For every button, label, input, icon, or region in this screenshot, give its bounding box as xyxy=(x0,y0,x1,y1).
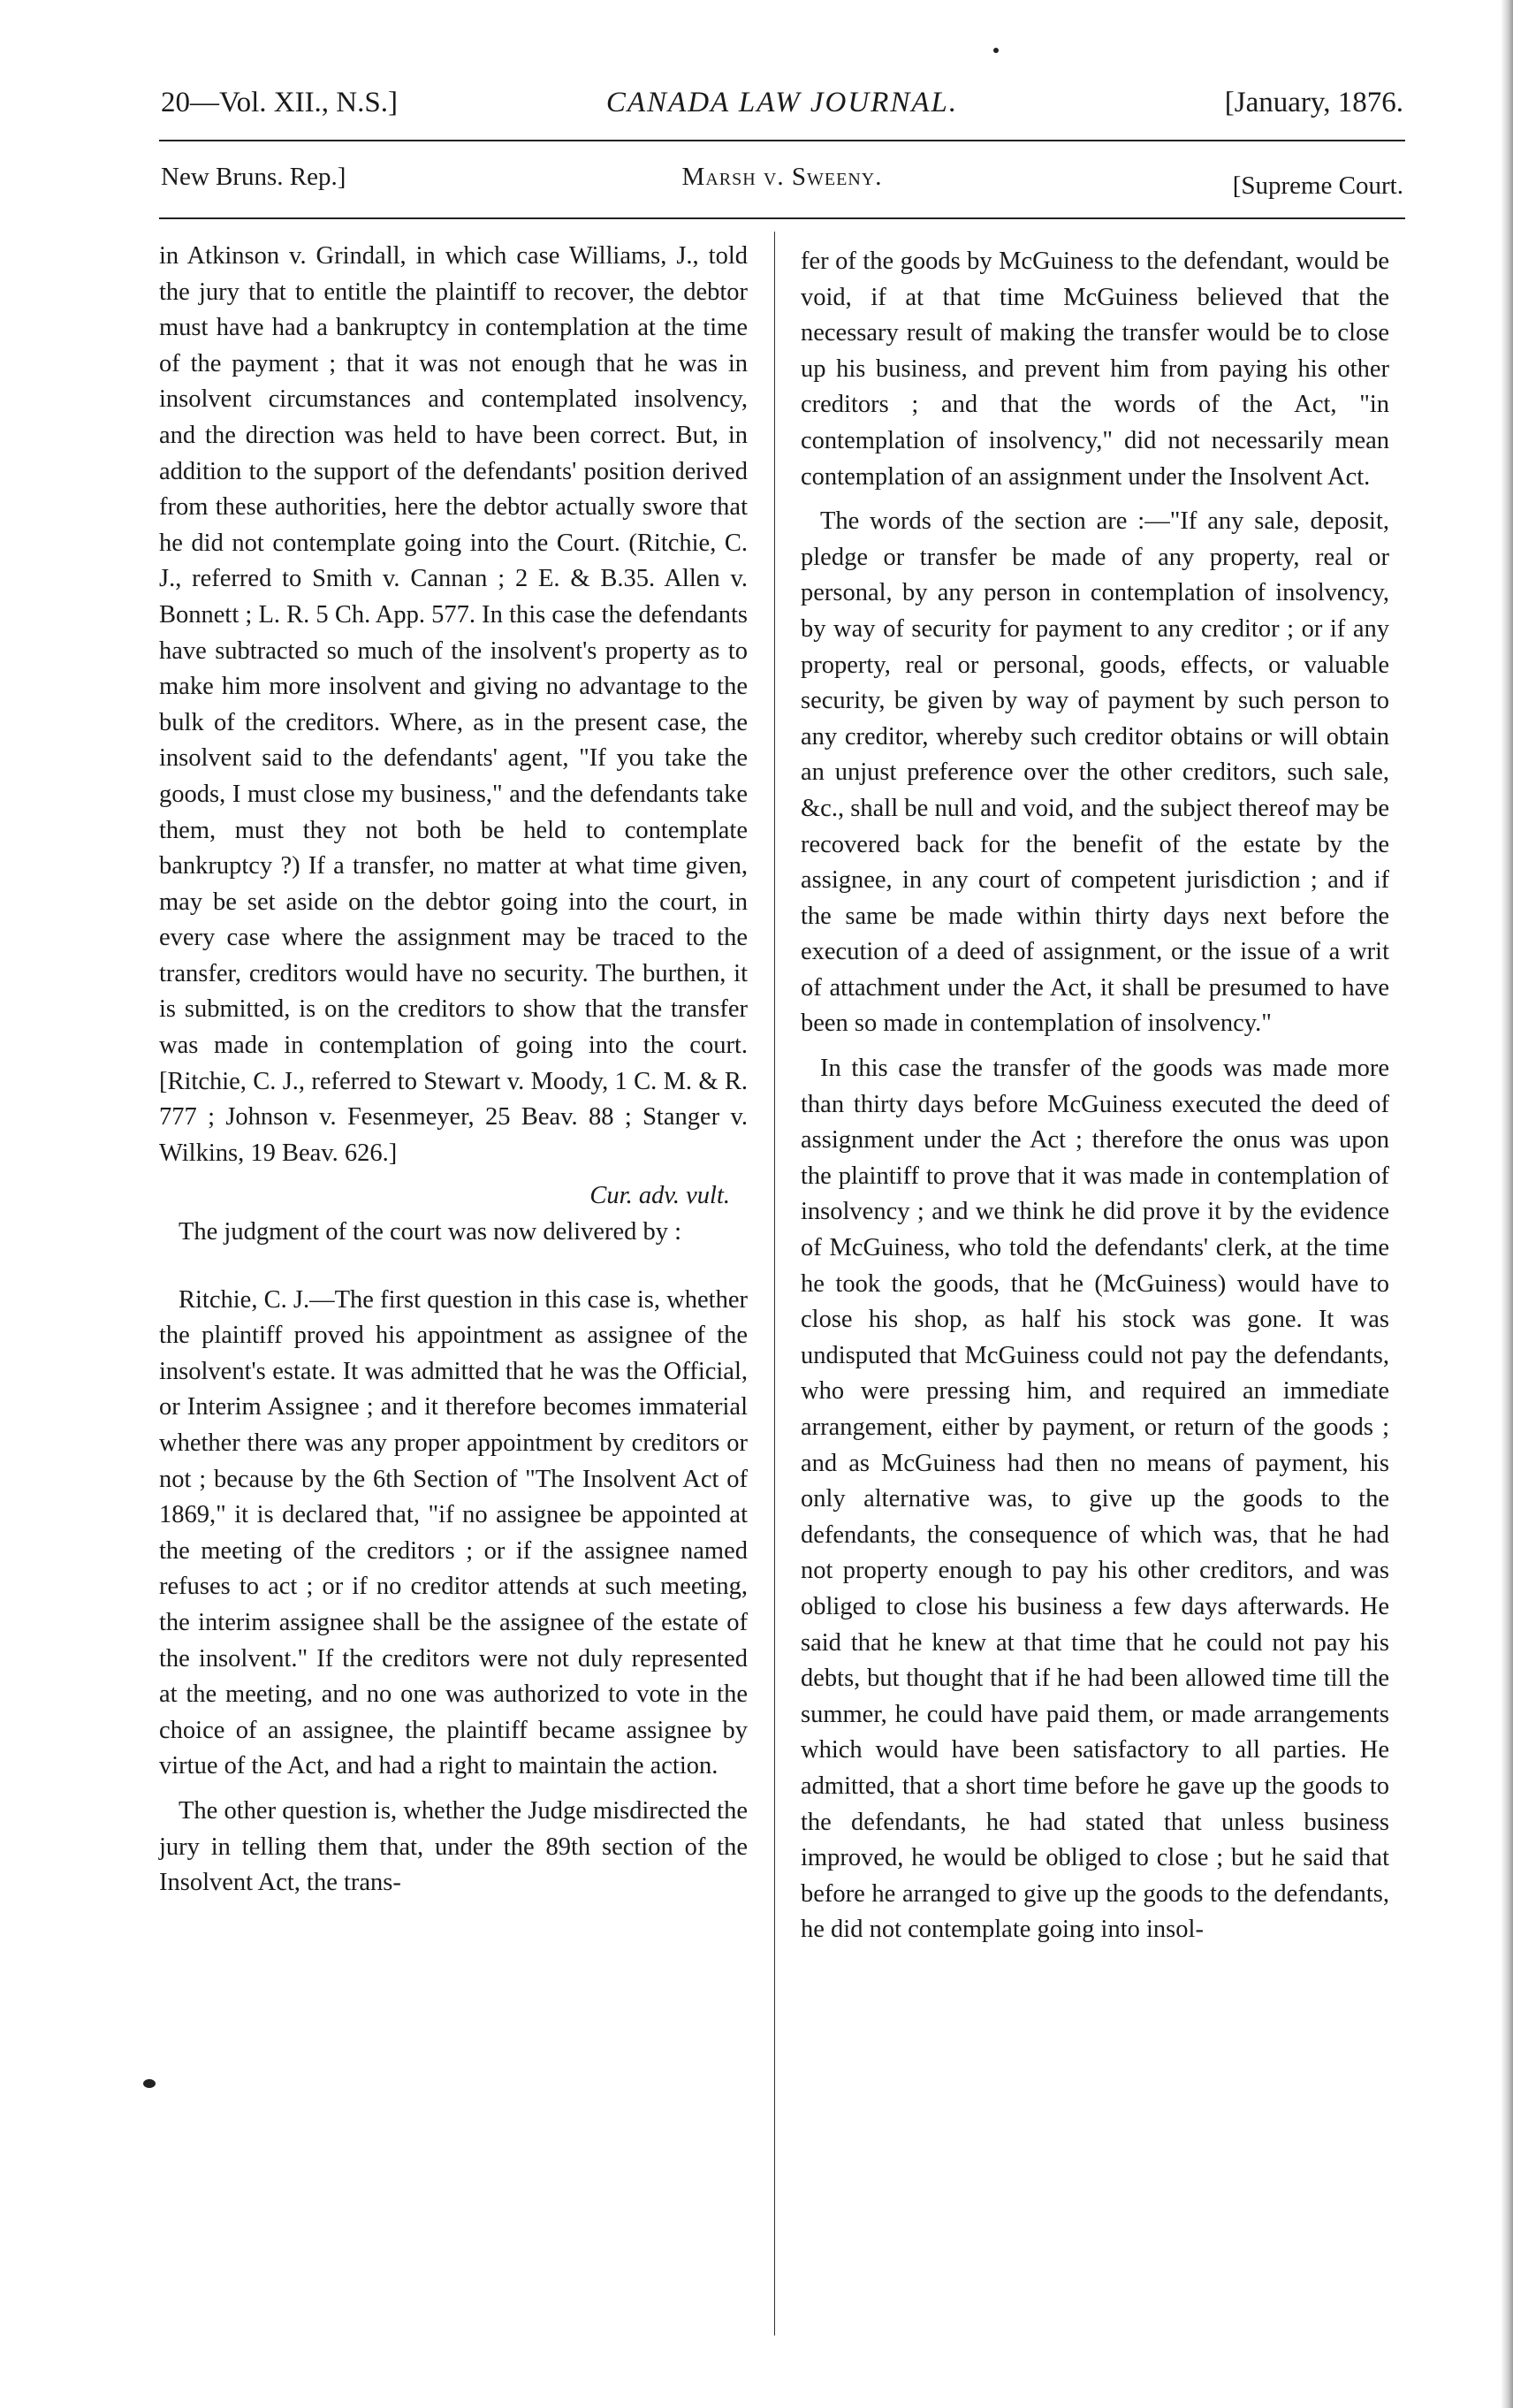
journal-title: CANADA LAW JOURNAL. xyxy=(605,87,959,118)
volume-label: 20—Vol. XII., N.S.] xyxy=(161,87,398,118)
case-header xyxy=(161,163,1403,198)
paragraph: In this case the transfer of the goods was made more than thirty days before McGuiness executed the deed of assignment under the Act ; therefore the onus was upon the plaintiff to prove that it was made in contemplation of insolvency ; and we think he did prove it by the evidence of McGuiness, who told the defendants' clerk, at the time he took the goods, that he (McGuiness) would have to close his shop, as half his stock was gone. It was undisputed that McGuiness could not pay the defendants, who were pressing him, and required an immediate arrangement, either by payment, or return of the goods ; and as McGuiness had then no means of payment, his only alternative was, to give up the goods to the defendants, the consequence of which was, that he had not property enough to pay his other creditors, and was obliged to close his business a few days afterwards. He said that he knew at that time that he could not pay his debts, but thought that if he had been allowed time till the summer, he could have paid them, or made arrangements which would have been satisfactory to all parties. He admitted, that a short time before he gave up the goods to the defendants, he had stated that unless business improved, he would be obliged to close ; but he said that before he arranged to give up the goods to the defendants, he did not contemplate going into insol- xyxy=(801,1055,1389,1944)
issue-date: [January, 1876. xyxy=(1224,87,1403,118)
case-header-rule xyxy=(159,217,1405,219)
report-name: New Bruns. Rep.] xyxy=(161,163,346,191)
court-name: [Supreme Court. xyxy=(1232,171,1403,200)
paragraph: Ritchie, C. J.—The first question in this case is, whether the plaintiff proved his appointment as assignee of the insolvent's estate. It was admitted that he was the Official, or Interim Assignee ; and it therefore becomes immaterial whether there was any proper appointment by creditors or not ; because by the 6th Section of "The Insolvent Act of 1869," it is declared that, "if no assignee be appointed at the meeting of the creditors ; or if the assignee named refuses to act ; or if no creditor attends at such meeting, the interim assignee shall be the assignee of the estate of the insolvent." If the creditors were not duly represented at the meeting, and no one was authorized to vote in the choice of an assignee, the plaintiff became assignee by virtue of the Act, and had a right to maintain the action. xyxy=(159,1285,748,1780)
running-header xyxy=(161,87,1403,127)
right-column xyxy=(801,244,1389,1948)
paragraph: in Atkinson v. Grindall, in which case Williams, J., told the jury that to entitle the plaintiff to recover, the debtor must have had a bankruptcy in contemplation at the time of the payment ; that it was not enough that he was in insolvent circumstances and contemplated insolvency, and the direction was held to have been correct. But, in addition to the support of the defendants' position derived from these authorities, here the debtor actually swore that he did not contemplate going into the Court. (Ritchie, C. J., referred to Smith v. Cannan ; 2 E. & B.35. Allen v. Bonnett ; L. R. 5 Ch. App. 577. In this case the defendants have subtracted so much of the insolvent's property as to make him more insolvent and giving no advantage to the bulk of the creditors. Where, as in the present case, the insolvent said to the defendants' agent, "If you take the goods, I must close my business," and the defendants take them, must they not both be held to contemplate bankruptcy ?) If a transfer, no matter at what time given, may be set aside on the debtor going into the court, in every case where the assignment may be traced to the transfer, creditors would have no security. The burthen, it is submitted, is on the creditors to show that the transfer was made in contemplation of going into the court. [Ritchie, C. J., referred to Stewart v. Moody, 1 C. M. & R. 777 ; Johnson v. Fesenmeyer, 25 Beav. 88 ; Stanger v. Wilkins, 19 Beav. 626.] xyxy=(159,242,748,1167)
header-rule xyxy=(159,140,1405,141)
page-edge-shadow xyxy=(1501,0,1513,2408)
case-title: Marsh v. Sweeny. xyxy=(681,163,883,191)
page-speck xyxy=(143,2079,156,2088)
paragraph: The words of the section are :—"If any sale, deposit, pledge or transfer be made of any property, real or personal, by any person in contemplation of insolvency, by way of security for payment to any creditor ; or if any property, real or personal, goods, effects, or valuable security, be given by way of payment by such person to any creditor, whereby such creditor obtains or will obtain an unjust preference over the other creditors, such sale, &c., shall be null and void, and the subject thereof may be recovered back for the benefit of the estate by the assignee, in any court of competent jurisdiction ; and if the same be made within thirty days next before the execution of a deed of assignment, or the issue of a writ of attachment under the Act, it shall be presumed to have been so made in contemplation of insolvency." xyxy=(801,507,1389,1038)
cur-adv-vult: Cur. adv. vult. xyxy=(589,1182,730,1210)
left-column xyxy=(159,239,748,1901)
paragraph: The judgment of the court was now delivered by : xyxy=(179,1218,682,1246)
paragraph: fer of the goods by McGuiness to the defendant, would be void, if at that time McGuiness believed that the necessary result of making the transfer would be to close up his business, and prevent him from paying his other creditors ; and that the words of the Act, "in contemplation of insolvency," did not necessarily mean contemplation of an assignment under the Insolvent Act. xyxy=(801,248,1389,491)
paragraph: The other question is, whether the Judge misdirected the jury in telling them that, under the 89th section of the Insolvent Act, the trans- xyxy=(159,1796,748,1897)
page-speck xyxy=(993,48,999,53)
column-divider xyxy=(774,232,775,2336)
